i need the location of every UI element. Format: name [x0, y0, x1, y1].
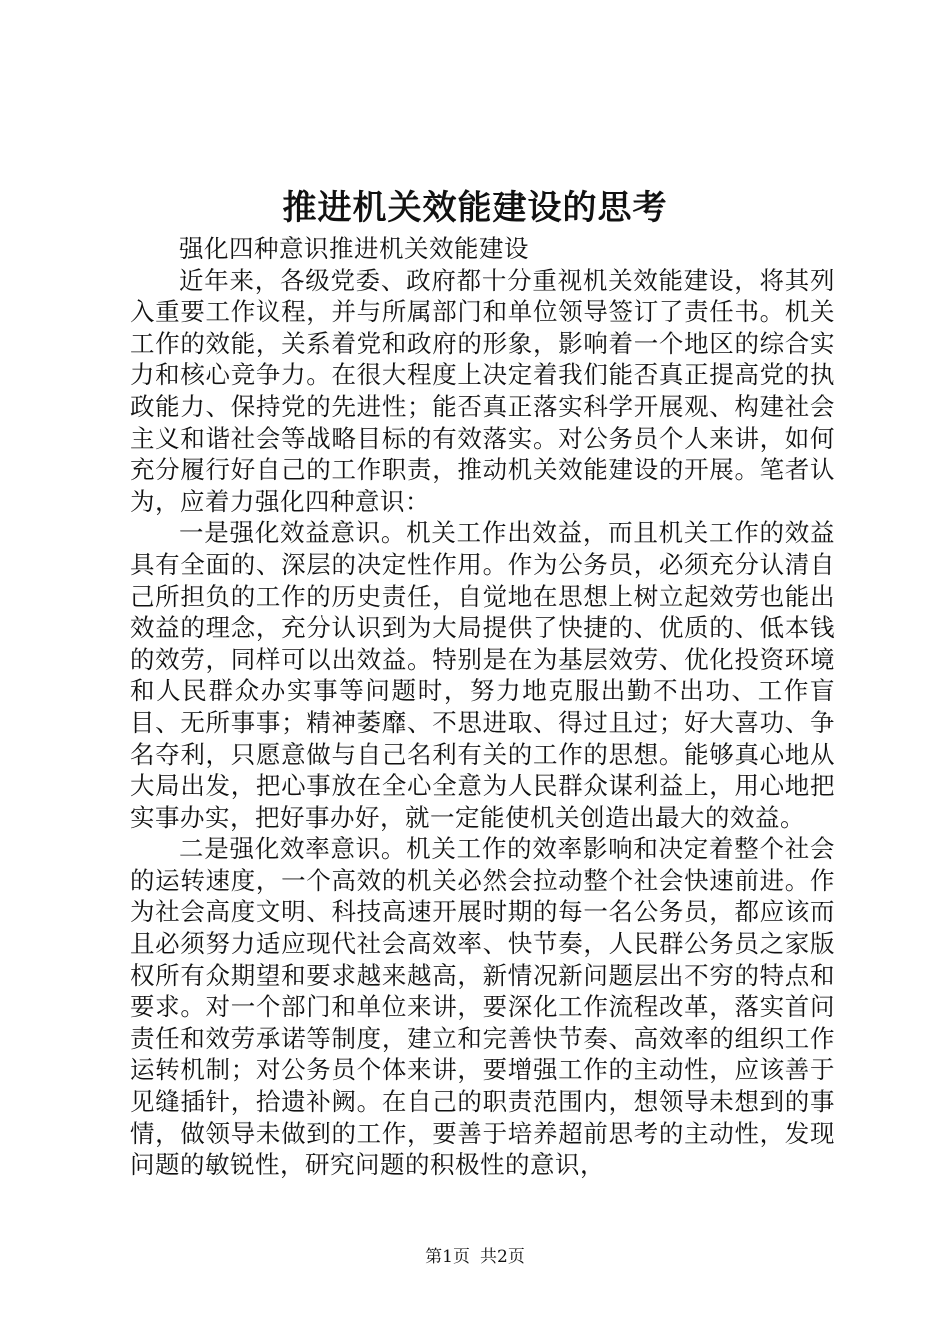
document-body [130, 233, 835, 1181]
document-subtitle: 强化四种意识推进机关效能建设 [179, 234, 529, 263]
page-title: 推进机关效能建设的思考 [282, 188, 668, 228]
paragraph-efficiency-rate: 二是强化效率意识。机关工作的效率影响和决定着整个社会的运转速度，一个高效的机关必然会拉动整个社会快速前进。作为社会高度文明、科技高速开展时期的每一名公务员，都应该而且必须努力适应现代社会高效率、快节奏，人民群公务员之家版权所有众期望和要求越来越高，新情况新问题层出不穷的特点和要求。对一个部门和单位来讲，要深化工作流程改革，落实首问责任和效劳承诺等制度，建立和完善快节奏、高效率的组织工作运转机制；对公务员个体来讲，要增强工作的主动性，应该善于见缝插针，拾遗补阙。在自己的职责范围内，想领导未想到的事情，做领导未做到的工作，要善于培养超前思考的主动性，发现问题的敏锐性，研究问题的积极性的意识， [130, 834, 835, 1180]
page-footer [0, 1246, 950, 1268]
page-number: 第1页 [425, 1247, 470, 1267]
page-total: 共2页 [480, 1247, 525, 1267]
paragraph-intro: 近年来，各级党委、政府都十分重视机关效能建设，将其列入重要工作议程，并与所属部门和单位领导签订了责任书。机关工作的效能，关系着党和政府的形象，影响着一个地区的综合实力和核心竞争力。在很大程度上决定着我们能否真正提高党的执政能力、保持党的先进性；能否真正落实科学开展观、构建社会主义和谐社会等战略目标的有效落实。对公务员个人来讲，如何充分履行好自己的工作职责，推动机关效能建设的开展。笔者认为，应着力强化四种意识： [130, 265, 835, 516]
paragraph-efficiency-benefit: 一是强化效益意识。机关工作出效益，而且机关工作的效益具有全面的、深层的决定性作用。作为公务员，必须充分认清自己所担负的工作的历史责任，自觉地在思想上树立起效劳也能出效益的理念，充分认识到为大局提供了快捷的、优质的、低本钱的效劳，同样可以出效益。特别是在为基层效劳、优化投资环境和人民群众办实事等问题时，努力地克服出勤不出功、工作盲目、无所事事；精神萎靡、不思进取、得过且过；好大喜功、争名夺利，只愿意做与自己名利有关的工作的思想。能够真心地从大局出发，把心事放在全心全意为人民群众谋利益上，用心地把实事办实，把好事办好，就一定能使机关创造出最大的效益。 [130, 518, 835, 832]
